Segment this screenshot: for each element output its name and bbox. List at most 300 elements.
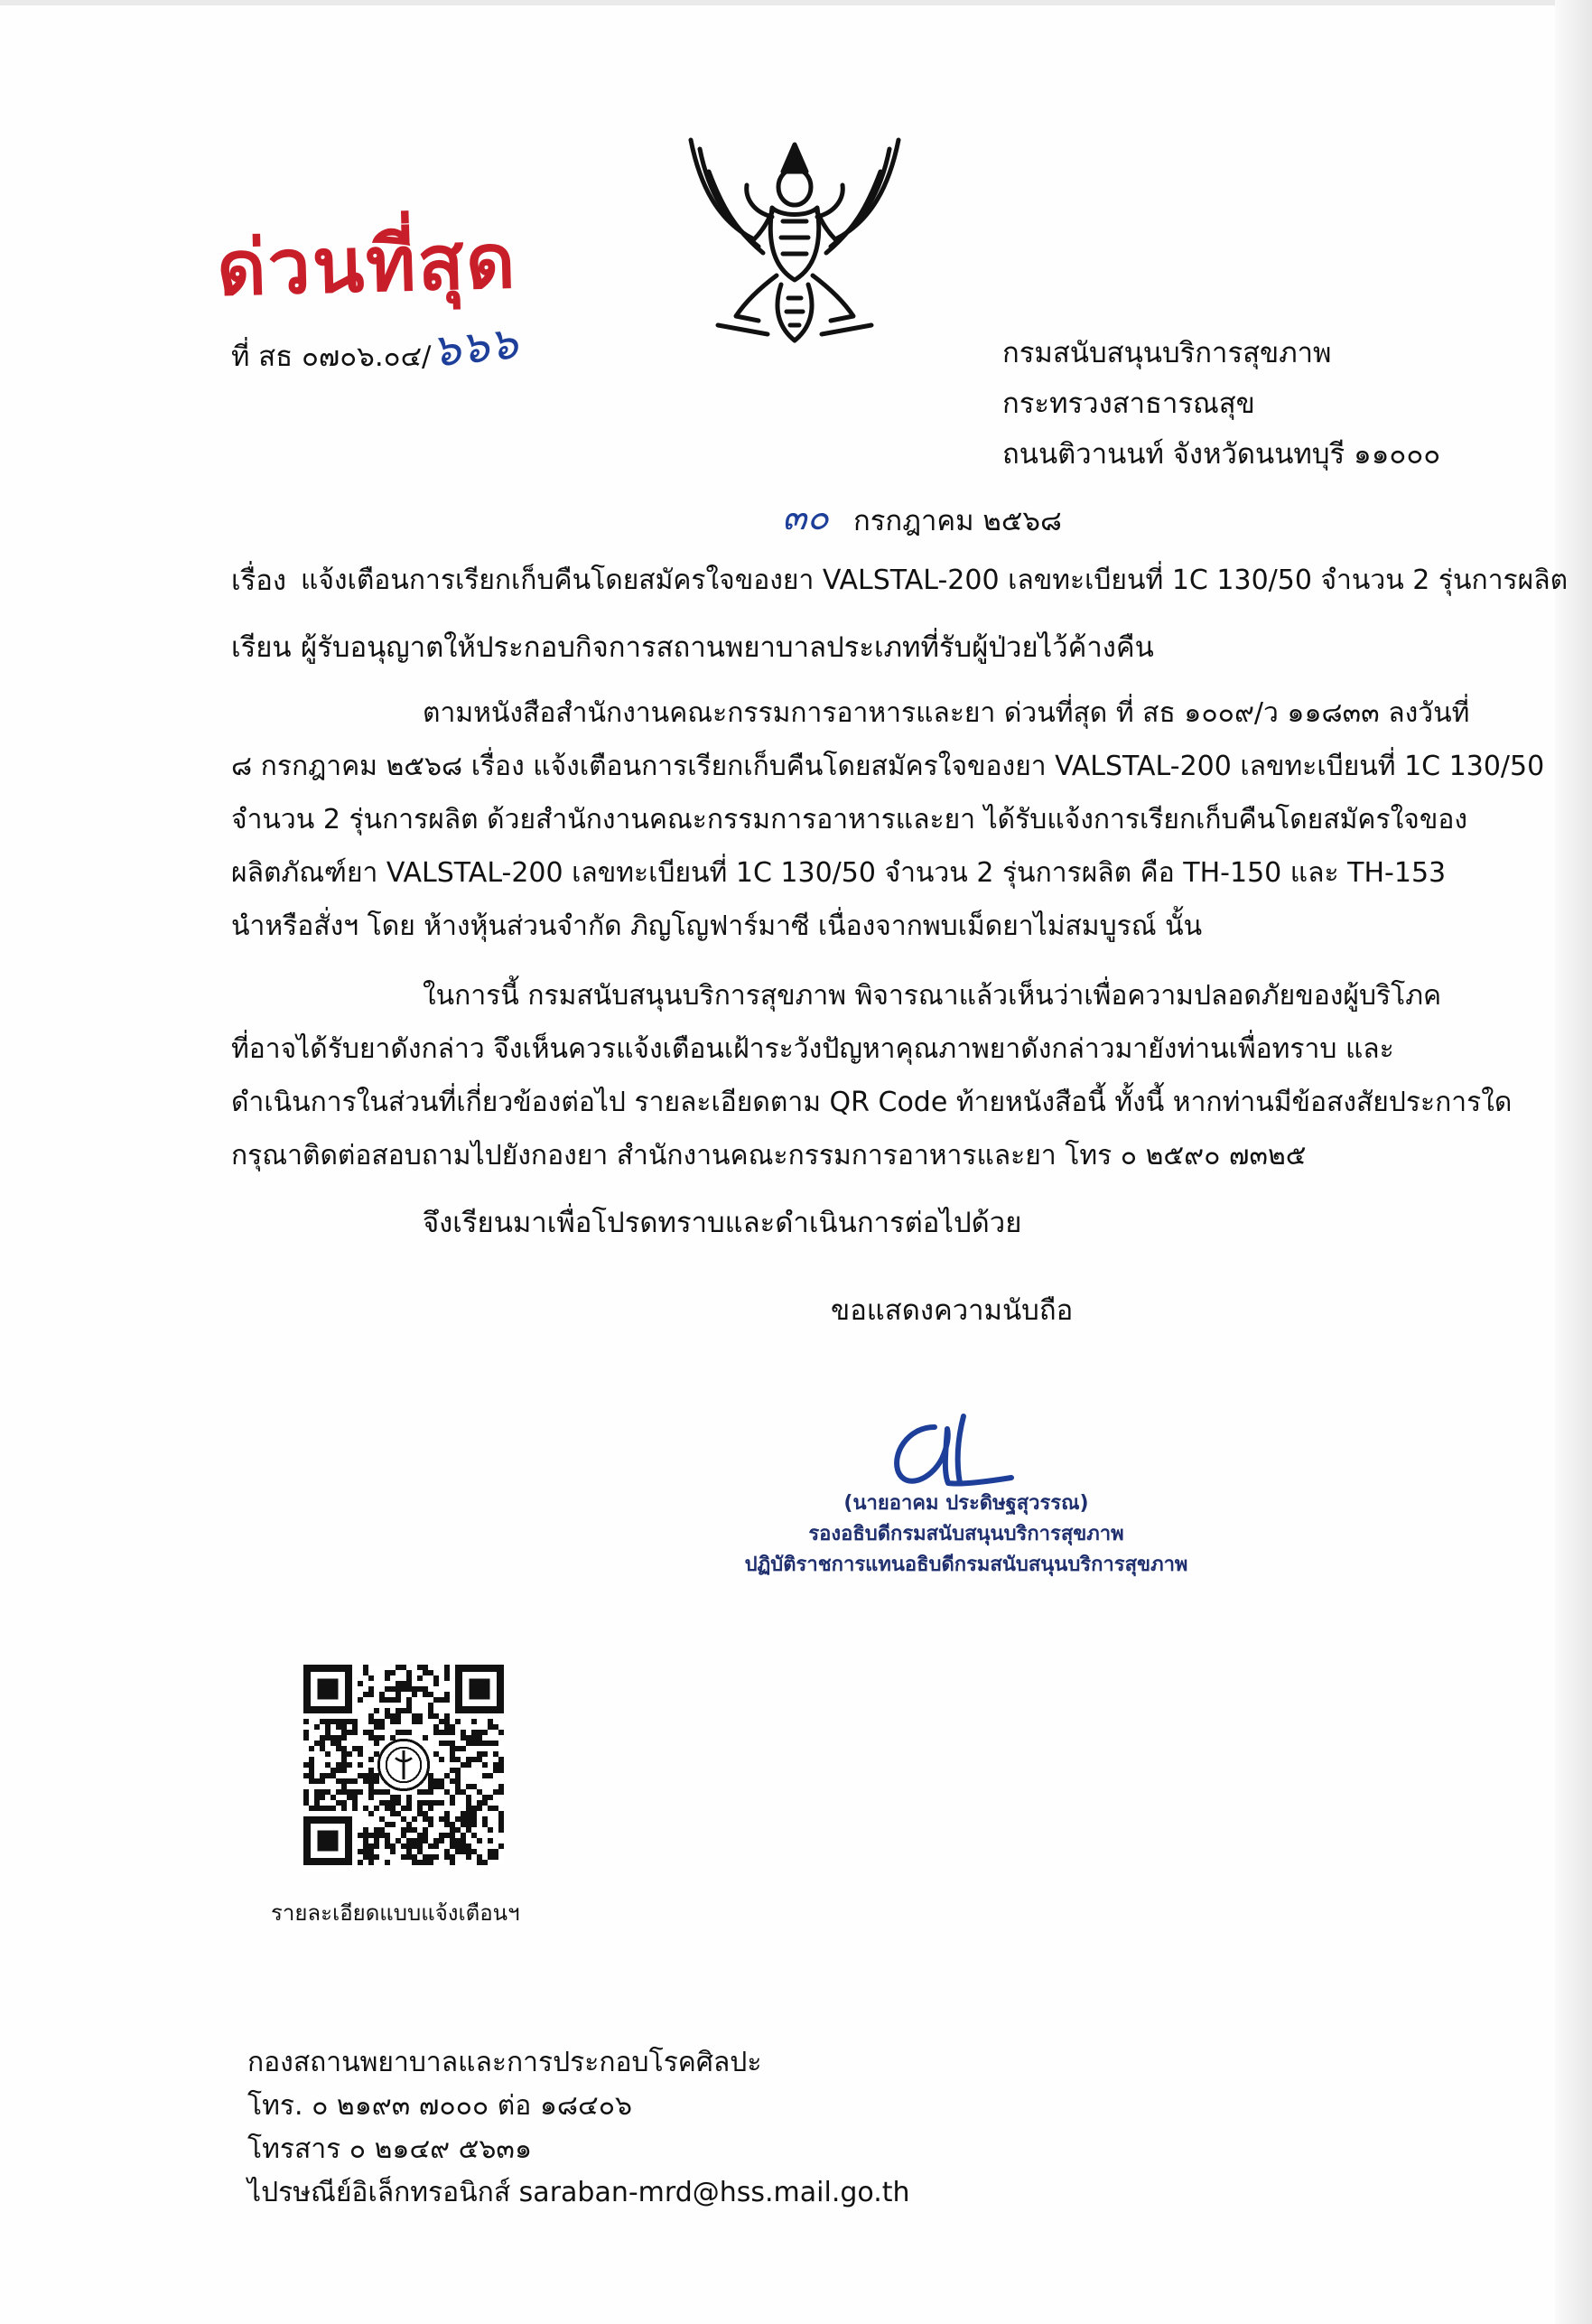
qr-module — [385, 1860, 390, 1865]
qr-module — [303, 1800, 309, 1806]
qr-module — [428, 1854, 433, 1860]
qr-module — [406, 1854, 412, 1860]
qr-module — [471, 1822, 477, 1827]
qr-module — [309, 1746, 314, 1751]
qr-module — [347, 1778, 352, 1784]
qr-module — [379, 1719, 385, 1724]
qr-module — [374, 1806, 379, 1811]
qr-module — [417, 1806, 423, 1811]
qr-module — [488, 1838, 493, 1843]
qr-module — [385, 1708, 390, 1713]
qr-module — [406, 1697, 412, 1703]
qr-module — [331, 1741, 336, 1746]
qr-module — [493, 1762, 498, 1768]
qr-module — [303, 1735, 309, 1741]
qr-module — [390, 1719, 396, 1724]
qr-module — [341, 1762, 347, 1768]
qr-module — [439, 1800, 444, 1806]
qr-module — [493, 1751, 498, 1757]
qr-module — [374, 1789, 379, 1795]
qr-module — [325, 1762, 331, 1768]
qr-module — [368, 1843, 374, 1849]
qr-module — [461, 1838, 466, 1843]
footer-phone: โทร. ๐ ๒๑๙๓ ๗๐๐๐ ต่อ ๑๘๔๐๖ — [247, 2090, 633, 2122]
qr-module — [352, 1806, 358, 1811]
qr-module — [385, 1843, 390, 1849]
qr-module — [385, 1670, 390, 1675]
qr-module — [341, 1730, 347, 1735]
qr-module — [401, 1843, 406, 1849]
qr-module — [303, 1795, 309, 1800]
qr-module — [482, 1762, 488, 1768]
qr-module — [498, 1762, 504, 1768]
qr-module — [396, 1665, 401, 1670]
qr-module — [466, 1849, 471, 1854]
qr-module — [477, 1741, 482, 1746]
qr-module — [368, 1713, 374, 1719]
qr-module — [412, 1692, 417, 1697]
qr-module — [417, 1849, 423, 1854]
qr-module — [385, 1822, 390, 1827]
qr-module — [423, 1838, 428, 1843]
qr-module — [433, 1713, 439, 1719]
recipient-label: เรียน — [231, 631, 292, 664]
qr-module — [363, 1692, 368, 1697]
qr-module — [455, 1838, 461, 1843]
qr-module — [461, 1843, 466, 1849]
qr-module — [341, 1768, 347, 1773]
qr-module — [482, 1773, 488, 1778]
qr-module — [374, 1719, 379, 1724]
qr-module — [390, 1670, 396, 1675]
qr-module — [417, 1833, 423, 1838]
qr-module — [303, 1789, 309, 1795]
qr-module — [363, 1773, 368, 1778]
qr-module — [406, 1822, 412, 1827]
closing-salutation: ขอแสดงความนับถือ — [831, 1294, 1074, 1327]
qr-module — [363, 1854, 368, 1860]
qr-module — [390, 1822, 396, 1827]
qr-module — [450, 1757, 455, 1762]
paragraph2-line4: กรุณาติดต่อสอบถามไปยังกองยา สำนักงานคณะกรรมการอาหารและยา โทร ๐ ๒๕๙๐ ๗๓๒๕ — [231, 1140, 1307, 1171]
qr-module — [347, 1762, 352, 1768]
qr-module — [352, 1746, 358, 1751]
qr-module — [396, 1713, 401, 1719]
qr-module — [498, 1784, 504, 1789]
qr-module — [314, 1795, 320, 1800]
qr-module — [363, 1778, 368, 1784]
qr-module — [482, 1822, 488, 1827]
qr-module — [363, 1838, 368, 1843]
qr-module — [450, 1795, 455, 1800]
qr-module — [379, 1833, 385, 1838]
qr-module — [385, 1833, 390, 1838]
qr-module — [450, 1822, 455, 1827]
qr-module — [358, 1762, 363, 1768]
qr-module — [444, 1789, 450, 1795]
qr-module — [471, 1719, 477, 1724]
qr-caption: รายละเอียดแบบแจ้งเตือนฯ — [271, 1900, 520, 1926]
qr-module — [444, 1730, 450, 1735]
qr-module — [433, 1784, 439, 1789]
qr-module — [406, 1675, 412, 1681]
qr-module — [363, 1833, 368, 1838]
qr-module — [374, 1724, 379, 1730]
qr-module — [325, 1751, 331, 1757]
qr-module — [363, 1670, 368, 1675]
qr-module — [466, 1816, 471, 1822]
qr-module — [406, 1730, 412, 1735]
qr-module — [325, 1735, 331, 1741]
qr-module — [401, 1854, 406, 1860]
qr-module — [309, 1757, 314, 1762]
qr-module — [493, 1806, 498, 1811]
qr-module — [336, 1719, 341, 1724]
qr-module — [363, 1806, 368, 1811]
qr-module — [336, 1800, 341, 1806]
qr-module — [406, 1708, 412, 1713]
qr-module — [450, 1800, 455, 1806]
qr-module — [488, 1854, 493, 1860]
qr-module — [477, 1860, 482, 1865]
qr-module — [363, 1730, 368, 1735]
qr-module — [390, 1800, 396, 1806]
qr-module — [433, 1843, 439, 1849]
qr-module — [439, 1816, 444, 1822]
qr-module — [477, 1800, 482, 1806]
qr-module — [390, 1811, 396, 1816]
qr-module — [396, 1730, 401, 1735]
qr-module — [379, 1692, 385, 1697]
qr-module — [488, 1827, 493, 1833]
qr-module — [379, 1800, 385, 1806]
qr-module — [401, 1827, 406, 1833]
qr-module — [455, 1789, 461, 1795]
qr-module — [341, 1719, 347, 1724]
qr-module — [390, 1697, 396, 1703]
qr-module — [401, 1806, 406, 1811]
qr-module — [314, 1789, 320, 1795]
qr-module — [498, 1811, 504, 1816]
qr-module — [390, 1735, 396, 1741]
qr-module — [385, 1789, 390, 1795]
qr-module — [368, 1833, 374, 1838]
sender-ministry: กระทรวงสาธารณสุข — [1002, 387, 1255, 420]
qr-module — [428, 1806, 433, 1811]
qr-module — [320, 1795, 325, 1800]
qr-module — [341, 1757, 347, 1762]
qr-module — [401, 1730, 406, 1735]
signatory-position1: รองอธิบดีกรมสนับสนุนบริการสุขภาพ — [808, 1523, 1124, 1545]
qr-module — [303, 1730, 309, 1735]
paragraph2-line2: ที่อาจได้รับยาดังกล่าว จึงเห็นควรแจ้งเตือนเฝ้าระวังปัญหาคุณภาพยาดังกล่าวมายังท่านเพื่อทราบ และ — [231, 1033, 1394, 1065]
qr-module — [352, 1724, 358, 1730]
qr-module — [417, 1719, 423, 1724]
qr-module — [374, 1843, 379, 1849]
signatory-position2: ปฏิบัติราชการแทนอธิบดีกรมสนับสนุนบริการสุขภาพ — [744, 1554, 1188, 1576]
paragraph1-line4: ผลิตภัณฑ์ยา VALSTAL-200 เลขทะเบียนที่ 1C 130/50 จำนวน 2 รุ่นการผลิต คือ TH-150 และ TH-153 — [231, 857, 1447, 889]
qr-module — [450, 1833, 455, 1838]
qr-module — [358, 1833, 363, 1838]
qr-module — [374, 1741, 379, 1746]
qr-module — [396, 1719, 401, 1724]
qr-module — [455, 1778, 461, 1784]
qr-module — [368, 1784, 374, 1789]
qr-module — [439, 1838, 444, 1843]
qr-module — [433, 1778, 439, 1784]
recipient-text: ผู้รับอนุญาตให้ประกอบกิจการสถานพยาบาลประเภทที่รับผู้ป่วยไว้ค้างคืน — [301, 631, 1154, 664]
qr-module — [396, 1811, 401, 1816]
qr-module — [390, 1806, 396, 1811]
qr-module — [488, 1795, 493, 1800]
qr-module — [466, 1854, 471, 1860]
qr-module — [433, 1675, 439, 1681]
qr-module — [309, 1806, 314, 1811]
qr-module — [444, 1833, 450, 1838]
qr-module — [412, 1686, 417, 1692]
qr-module — [417, 1838, 423, 1843]
qr-module — [417, 1665, 423, 1670]
qr-module — [450, 1751, 455, 1757]
closing-request: จึงเรียนมาเพื่อโปรดทราบและดำเนินการต่อไปด้วย — [423, 1207, 1022, 1239]
qr-module — [368, 1773, 374, 1778]
qr-module — [368, 1730, 374, 1735]
qr-module — [406, 1800, 412, 1806]
qr-module — [390, 1713, 396, 1719]
qr-module — [433, 1681, 439, 1686]
qr-module — [439, 1697, 444, 1703]
qr-module — [450, 1827, 455, 1833]
qr-module — [477, 1757, 482, 1762]
qr-module — [471, 1741, 477, 1746]
qr-module — [374, 1854, 379, 1860]
qr-module — [341, 1735, 347, 1741]
qr-module — [331, 1795, 336, 1800]
qr-module — [428, 1773, 433, 1778]
qr-module — [406, 1838, 412, 1843]
qr-module — [450, 1838, 455, 1843]
qr-module — [385, 1675, 390, 1681]
qr-module — [347, 1730, 352, 1735]
urgency-stamp: ด่วนที่สุด — [215, 215, 518, 313]
qr-module — [488, 1806, 493, 1811]
qr-module — [331, 1773, 336, 1778]
qr-module — [363, 1849, 368, 1854]
qr-module — [396, 1838, 401, 1843]
qr-module — [379, 1827, 385, 1833]
qr-module — [477, 1838, 482, 1843]
footer-fax: โทรสาร ๐ ๒๑๔๙ ๕๖๓๑ — [247, 2133, 532, 2165]
qr-module — [461, 1816, 466, 1822]
qr-module — [358, 1789, 363, 1795]
qr-module — [455, 1746, 461, 1751]
qr-code-icon[interactable] — [303, 1665, 504, 1865]
paragraph2-line3: ดำเนินการในส่วนที่เกี่ยวข้องต่อไป รายละเอียดตาม QR Code ท้ายหนังสือนี้ ทั้งนี้ หากท่านมีข้อสงสัยประการใด — [231, 1087, 1513, 1118]
qr-module — [401, 1708, 406, 1713]
qr-module — [477, 1854, 482, 1860]
qr-module — [423, 1665, 428, 1670]
qr-module — [368, 1789, 374, 1795]
date-day-handwritten: ๓๐ — [782, 497, 829, 538]
qr-module — [450, 1860, 455, 1865]
qr-module — [423, 1854, 428, 1860]
qr-module — [320, 1773, 325, 1778]
qr-module — [433, 1724, 439, 1730]
qr-module — [428, 1816, 433, 1822]
subject-text: แจ้งเตือนการเรียกเก็บคืนโดยสมัครใจของยา VALSTAL-200 เลขทะเบียนที่ 1C 130/50 จำนวน 2 รุ่นการผลิต — [301, 565, 1569, 596]
qr-module — [358, 1849, 363, 1854]
qr-module — [368, 1795, 374, 1800]
qr-module — [325, 1789, 331, 1795]
qr-module — [423, 1827, 428, 1833]
qr-module — [368, 1675, 374, 1681]
qr-module — [461, 1822, 466, 1827]
qr-module — [325, 1719, 331, 1724]
qr-module — [477, 1806, 482, 1811]
qr-module — [461, 1746, 466, 1751]
qr-module — [374, 1735, 379, 1741]
qr-module — [439, 1719, 444, 1724]
qr-module — [368, 1778, 374, 1784]
qr-module — [374, 1708, 379, 1713]
qr-module — [368, 1768, 374, 1773]
qr-module — [423, 1860, 428, 1865]
qr-module — [341, 1784, 347, 1789]
qr-module — [336, 1789, 341, 1795]
paragraph1-line1: ตามหนังสือสำนักงานคณะกรรมการอาหารและยา ด่วนที่สุด ที่ สธ ๑๐๐๙/ว ๑๑๘๓๓ ลงวันที่ — [423, 697, 1470, 729]
qr-module — [385, 1697, 390, 1703]
doc-number-label: ที่ สธ ๐๗๐๖.๐๔/ — [231, 341, 432, 373]
qr-module — [341, 1778, 347, 1784]
qr-module — [498, 1757, 504, 1762]
qr-module — [368, 1811, 374, 1816]
qr-module — [498, 1730, 504, 1735]
qr-module — [417, 1843, 423, 1849]
scan-edge-right — [1555, 0, 1592, 2324]
qr-module — [385, 1806, 390, 1811]
qr-module — [379, 1697, 385, 1703]
qr-module — [341, 1789, 347, 1795]
qr-module — [396, 1681, 401, 1686]
qr-module — [412, 1843, 417, 1849]
qr-module — [406, 1703, 412, 1708]
qr-module — [466, 1784, 471, 1789]
qr-module — [450, 1724, 455, 1730]
qr-module — [461, 1762, 466, 1768]
qr-module — [347, 1795, 352, 1800]
qr-module — [433, 1854, 439, 1860]
qr-module — [466, 1757, 471, 1762]
qr-module — [423, 1800, 428, 1806]
qr-module — [466, 1822, 471, 1827]
qr-module — [347, 1789, 352, 1795]
qr-module — [428, 1778, 433, 1784]
qr-module — [423, 1816, 428, 1822]
qr-module — [450, 1768, 455, 1773]
qr-module — [450, 1730, 455, 1735]
qr-module — [471, 1816, 477, 1822]
qr-module — [412, 1838, 417, 1843]
qr-module — [488, 1773, 493, 1778]
qr-module — [455, 1757, 461, 1762]
qr-module — [498, 1827, 504, 1833]
qr-module — [433, 1751, 439, 1757]
qr-module — [358, 1681, 363, 1686]
qr-module — [325, 1806, 331, 1811]
qr-module — [466, 1811, 471, 1816]
qr-module — [455, 1849, 461, 1854]
qr-module — [417, 1800, 423, 1806]
garuda-emblem-icon — [682, 131, 908, 348]
qr-module — [331, 1768, 336, 1773]
qr-module — [482, 1730, 488, 1735]
qr-module — [368, 1860, 374, 1865]
qr-module — [444, 1811, 450, 1816]
footer-email[interactable]: ไปรษณีย์อิเล็กทรอนิกส์ saraban-mrd@hss.mail.go.th — [247, 2177, 910, 2208]
qr-module — [314, 1724, 320, 1730]
qr-module — [358, 1860, 363, 1865]
qr-module — [320, 1741, 325, 1746]
qr-module — [347, 1751, 352, 1757]
qr-module — [396, 1795, 401, 1800]
qr-module — [493, 1768, 498, 1773]
qr-module — [493, 1741, 498, 1746]
qr-module — [471, 1735, 477, 1741]
signature-icon — [880, 1409, 1016, 1499]
qr-module — [358, 1751, 363, 1757]
qr-module — [406, 1843, 412, 1849]
sender-address: ถนนติวานนท์ จังหวัดนนทบุรี ๑๑๐๐๐ — [1002, 438, 1441, 471]
qr-module — [352, 1730, 358, 1735]
qr-module — [455, 1773, 461, 1778]
qr-module — [471, 1833, 477, 1838]
qr-module — [423, 1789, 428, 1795]
qr-module — [444, 1697, 450, 1703]
qr-module — [396, 1708, 401, 1713]
qr-module — [471, 1757, 477, 1762]
qr-module — [309, 1762, 314, 1768]
qr-module — [423, 1686, 428, 1692]
qr-module — [368, 1757, 374, 1762]
qr-module — [428, 1789, 433, 1795]
qr-module — [477, 1735, 482, 1741]
qr-module — [423, 1670, 428, 1675]
qr-module — [352, 1800, 358, 1806]
qr-module — [428, 1860, 433, 1865]
qr-module — [412, 1860, 417, 1865]
qr-module — [314, 1806, 320, 1811]
qr-module — [455, 1719, 461, 1724]
qr-module — [471, 1849, 477, 1854]
qr-module — [450, 1778, 455, 1784]
paragraph1-line3: จำนวน 2 รุ่นการผลิต ด้วยสำนักงานคณะกรรมการอาหารและยา ได้รับแจ้งการเรียกเก็บคืนโดยสมัครใจของ — [231, 804, 1467, 835]
qr-module — [428, 1800, 433, 1806]
qr-module — [493, 1789, 498, 1795]
scan-edge-top — [0, 0, 1592, 5]
qr-module — [336, 1735, 341, 1741]
qr-module — [444, 1724, 450, 1730]
qr-module — [417, 1811, 423, 1816]
qr-module — [406, 1795, 412, 1800]
qr-module — [412, 1827, 417, 1833]
qr-module — [303, 1762, 309, 1768]
qr-module — [423, 1735, 428, 1741]
qr-module — [439, 1784, 444, 1789]
qr-module — [477, 1789, 482, 1795]
qr-module — [336, 1741, 341, 1746]
qr-module — [320, 1746, 325, 1751]
qr-module — [396, 1697, 401, 1703]
